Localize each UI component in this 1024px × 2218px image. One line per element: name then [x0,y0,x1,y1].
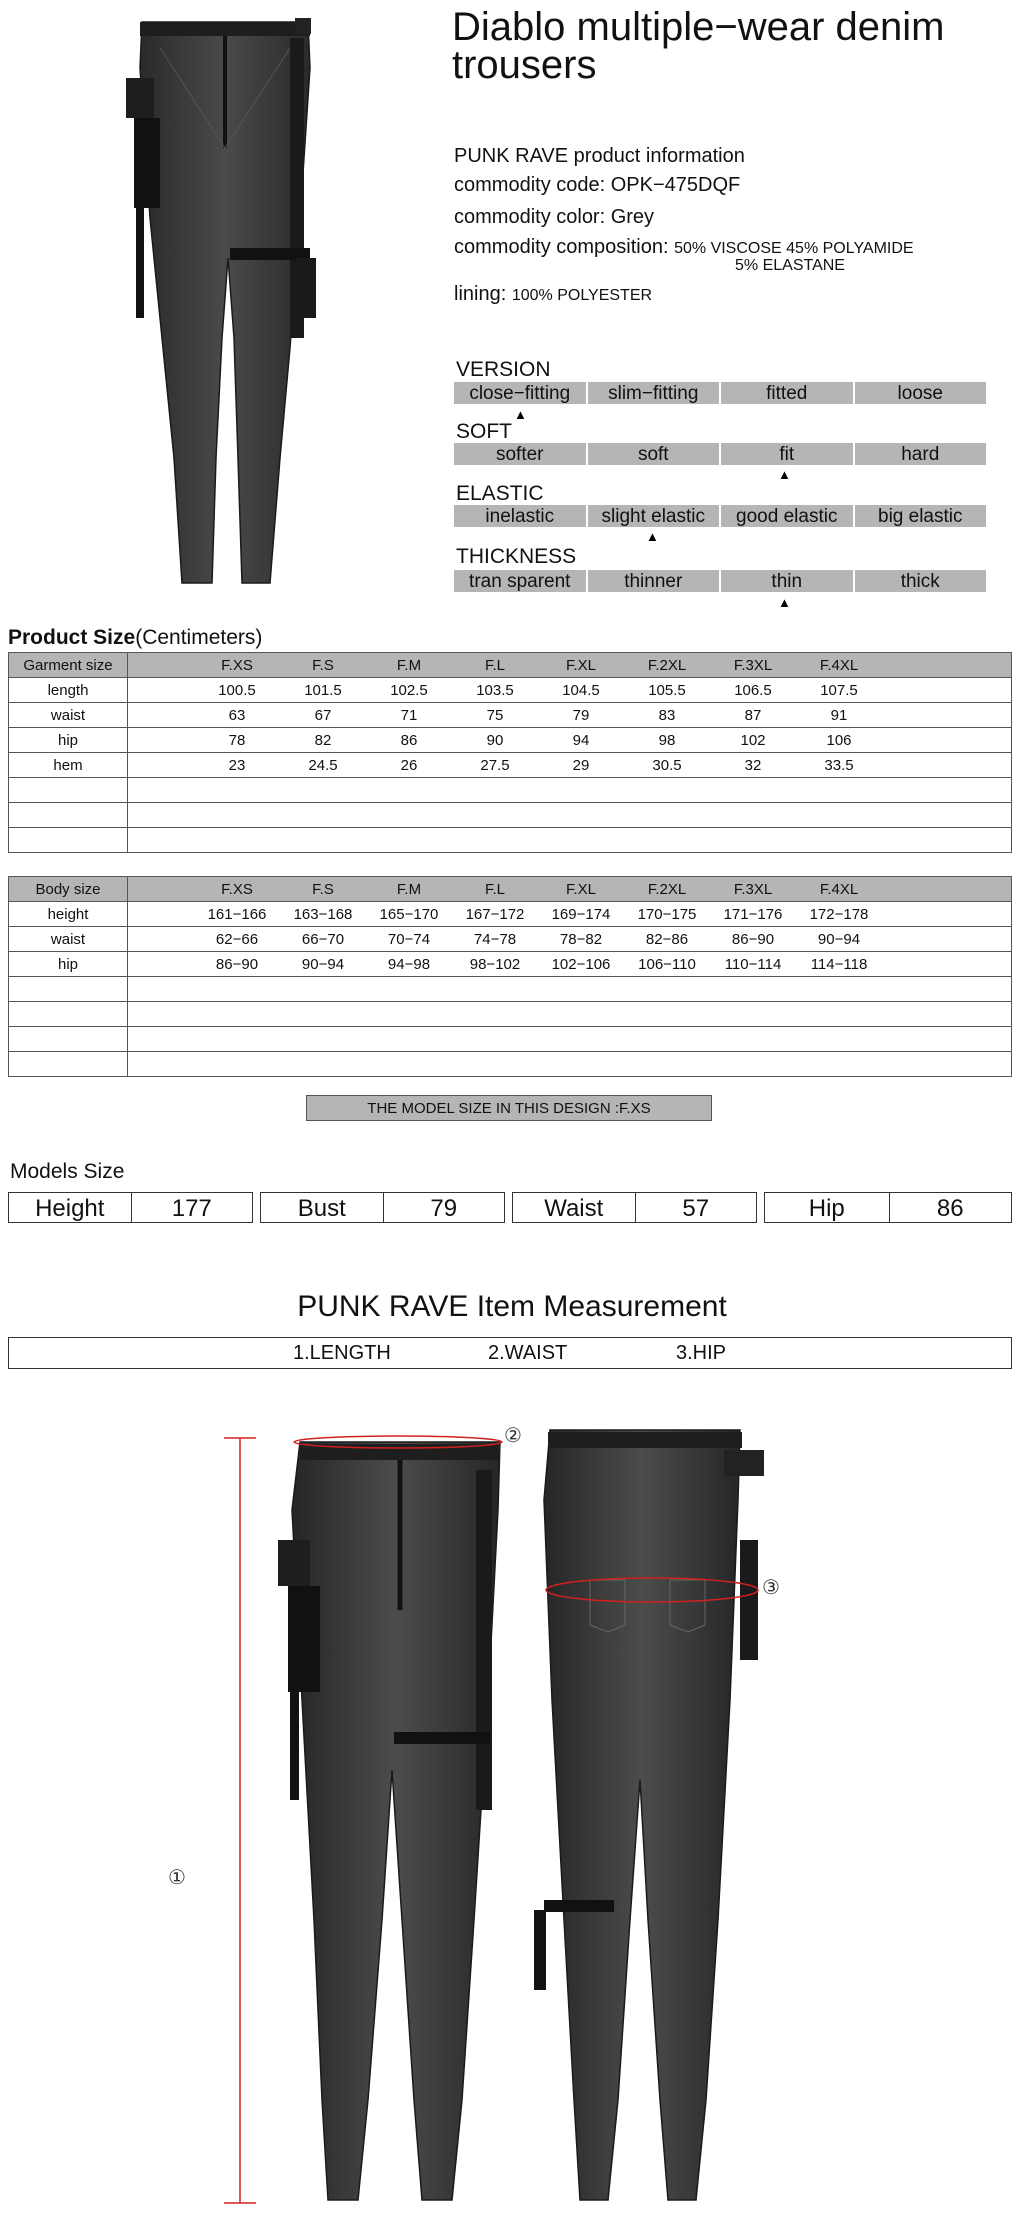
cell: 165−170 [379,905,439,923]
attr-option: hard [855,443,987,465]
cell: 102.5 [390,681,428,699]
composition-line2: 5% ELASTANE [735,257,845,274]
product-front-image [120,8,350,588]
table-row [9,952,1012,977]
attr-option: big elastic [855,505,987,527]
commodity-code [454,174,740,197]
model-bust-value: 79 [430,1195,458,1222]
table-row [9,902,1012,927]
size-col: F.4XL [819,880,859,898]
cell: 87 [744,706,762,724]
thickness-marker-icon: ▲ [778,595,791,610]
cell: 82−86 [645,930,689,948]
commodity-color [454,206,654,229]
model-height [8,1192,253,1223]
attr-option: fitted [721,382,853,404]
size-col: F.2XL [647,656,687,674]
model-hip-label: Hip [765,1193,890,1222]
garment-size-table [8,652,1012,853]
cell: 66−70 [301,930,345,948]
cell: 82 [314,731,332,749]
size-col: F.S [312,880,334,898]
empty-row [9,1002,1012,1027]
commodity-composition [454,236,914,259]
model-waist [512,1192,757,1223]
cell: 94 [572,731,590,749]
size-col: F.3XL [733,656,773,674]
attr-option: slight elastic [588,505,720,527]
product-size-title [8,626,262,650]
cell: 33.5 [824,756,854,774]
model-bust [260,1192,505,1223]
composition-line1: 50% VISCOSE 45% POLYAMIDE [674,240,914,257]
measurement-item-hip: 3.HIP [676,1342,727,1364]
color-label: commodity color: [454,206,606,228]
measurement-item-waist: 2.WAIST [488,1342,568,1364]
composition-label: commodity composition: [454,236,669,258]
model-waist-value: 57 [682,1195,710,1222]
cell: 101.5 [304,681,342,699]
empty-row [9,803,1012,828]
cell: 78−82 [559,930,603,948]
empty-row [9,977,1012,1002]
cell: 100.5 [218,681,256,699]
cell: 63 [228,706,246,724]
cell: 94−98 [387,955,431,973]
attr-option: loose [855,382,987,404]
color-value: Grey [610,206,655,228]
cell: 24.5 [308,756,338,774]
attr-title-soft: SOFT [456,420,512,443]
cell: 79 [572,706,590,724]
cell: 106−110 [638,955,696,973]
cell: 29 [572,756,590,774]
size-col: F.L [484,656,505,674]
size-col: F.M [396,880,422,898]
size-col: F.4XL [819,656,859,674]
cell: 67 [314,706,332,724]
hip-marker-icon: ③ [762,1575,780,1599]
cell: 105.5 [648,681,686,699]
model-height-value: 177 [171,1195,212,1222]
model-hip [764,1192,1012,1223]
row-label: height [9,902,128,927]
cell: 75 [486,706,504,724]
cell: 170−175 [637,905,697,923]
lining [454,283,652,306]
attr-title-elastic: ELASTIC [456,482,544,505]
cell: 102 [740,731,766,749]
cell: 169−174 [551,905,611,923]
length-marker-icon: ① [168,1865,186,1889]
cell: 23 [228,756,246,774]
model-bust-label: Bust [261,1193,384,1222]
row-label: hem [9,753,128,778]
lining-label: lining: [454,283,507,305]
info-heading: PUNK RAVE product information [454,145,745,167]
cell: 78 [228,731,246,749]
size-col: F.3XL [733,880,773,898]
row-label: hip [9,952,128,977]
version-marker-icon: ▲ [514,407,527,422]
back-trousers-image [534,1430,764,2200]
attr-scale-soft [454,443,986,465]
attr-title-thickness: THICKNESS [456,545,577,568]
size-col: F.2XL [647,880,687,898]
attr-option: tran sparent [454,570,586,592]
row-label: hip [9,728,128,753]
length-measure-line [224,1438,256,2203]
empty-row [9,828,1012,853]
empty-row [9,778,1012,803]
size-col: F.XS [221,880,253,898]
row-label: waist [9,927,128,952]
cell: 91 [830,706,848,724]
size-col: F.M [396,656,422,674]
cell: 106 [826,731,852,749]
attr-option: thin [721,570,853,592]
cell: 86 [400,731,418,749]
empty-row [9,1027,1012,1052]
cell: 114−118 [810,955,868,973]
size-col: F.XL [565,880,596,898]
table-row [9,927,1012,952]
code-value: OPK−475DQF [610,174,741,196]
cell: 90 [486,731,504,749]
measurement-figures [168,1400,800,2210]
product-title: Diablo multiple−wear denim trousers [452,5,945,87]
cell: 98−102 [469,955,521,973]
soft-marker-icon: ▲ [778,467,791,482]
attr-scale-version [454,382,986,404]
cell: 71 [400,706,418,724]
product-size-unit: (Centimeters) [135,626,263,649]
cell: 106.5 [734,681,772,699]
table-row [9,753,1012,778]
attr-option: inelastic [454,505,586,527]
cell: 86−90 [731,930,775,948]
cell: 74−78 [473,930,517,948]
size-col: F.XL [565,656,596,674]
attr-option: soft [588,443,720,465]
cell: 86−90 [215,955,259,973]
garment-size-header: Garment size [9,653,128,678]
model-waist-label: Waist [513,1193,636,1222]
models-size-title: Models Size [10,1160,125,1183]
cell: 110−114 [724,955,782,973]
attr-scale-elastic [454,505,986,527]
cell: 90−94 [301,955,345,973]
cell: 62−66 [215,930,259,948]
table-header-row [9,653,1012,678]
body-size-header: Body size [9,877,128,902]
attr-option: close−fitting [454,382,586,404]
size-col: F.XS [221,656,253,674]
attr-option: thick [855,570,987,592]
attr-title-version: VERSION [456,358,551,381]
table-row [9,678,1012,703]
attr-option: thinner [588,570,720,592]
row-label: waist [9,703,128,728]
cell: 98 [658,731,676,749]
attr-option: slim−fitting [588,382,720,404]
cell: 27.5 [480,756,510,774]
body-size-table [8,876,1012,1077]
row-label: length [9,678,128,703]
measurement-item-length: 1.LENGTH [293,1342,391,1364]
attr-option: softer [454,443,586,465]
cell: 167−172 [465,905,525,923]
cell: 161−166 [207,905,267,923]
model-size-note: THE MODEL SIZE IN THIS DESIGN :F.XS [306,1095,712,1121]
measurement-title: PUNK RAVE Item Measurement [297,1290,727,1323]
size-col: F.L [484,880,505,898]
elastic-marker-icon: ▲ [646,529,659,544]
attr-scale-thickness [454,570,986,592]
empty-row [9,1052,1012,1077]
cell: 26 [400,756,418,774]
table-row [9,728,1012,753]
size-col: F.S [312,656,334,674]
cell: 171−176 [723,905,783,923]
cell: 90−94 [817,930,861,948]
model-hip-value: 86 [936,1195,964,1222]
waist-marker-icon: ② [504,1423,522,1447]
table-header-row [9,877,1012,902]
product-size-title-bold: Product Size [8,626,136,649]
cell: 104.5 [562,681,600,699]
model-height-label: Height [9,1193,132,1222]
front-trousers-image [278,1442,500,2200]
lining-value: 100% POLYESTER [511,287,653,304]
cell: 107.5 [820,681,858,699]
attr-option: good elastic [721,505,853,527]
cell: 172−178 [809,905,869,923]
cell: 163−168 [293,905,353,923]
cell: 83 [658,706,676,724]
cell: 70−74 [387,930,431,948]
cell: 30.5 [652,756,682,774]
code-label: commodity code: [454,174,606,196]
table-row [9,703,1012,728]
cell: 102−106 [551,955,611,973]
cell: 32 [744,756,762,774]
cell: 103.5 [476,681,514,699]
attr-option: fit [721,443,853,465]
